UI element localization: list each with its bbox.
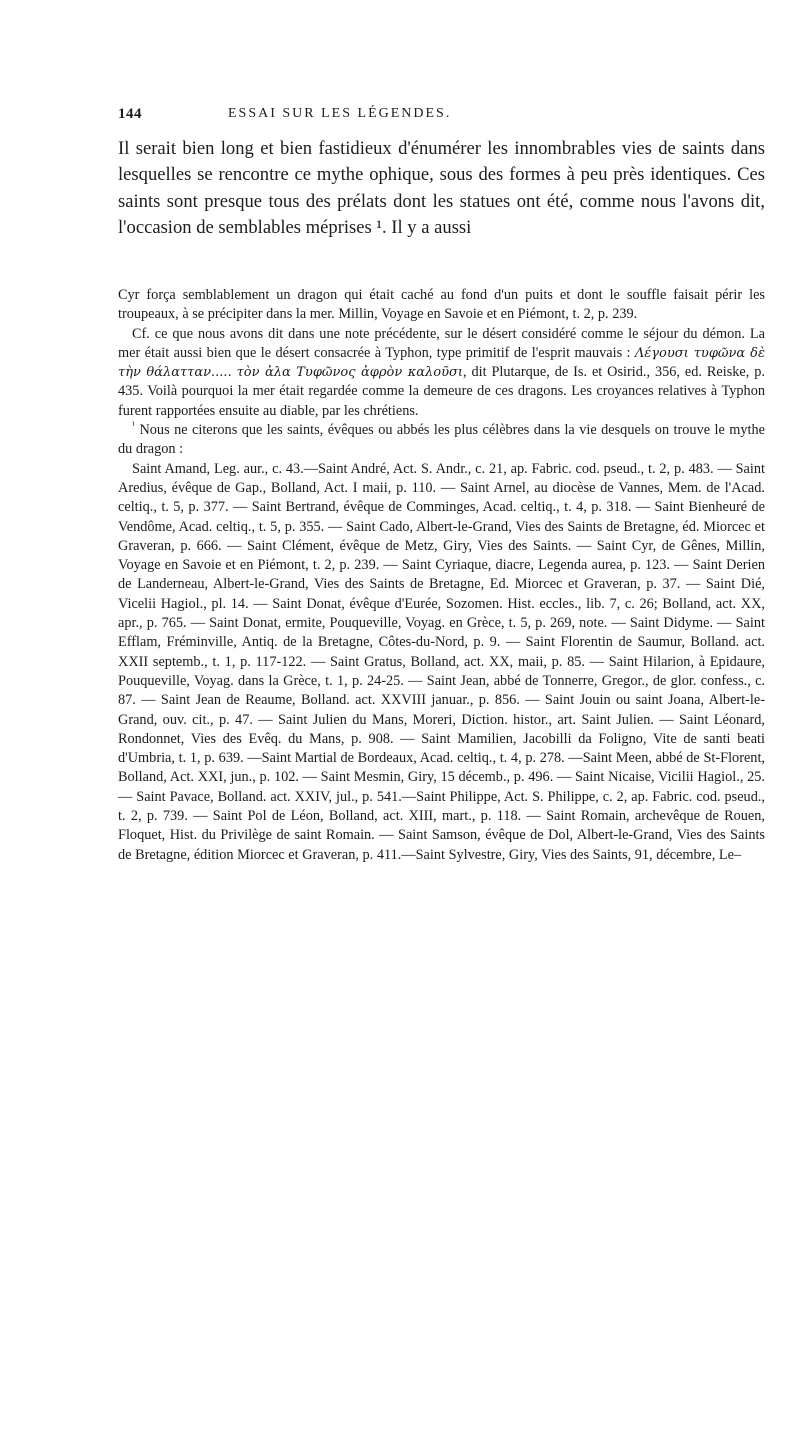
footnote-marker: ¹: [132, 420, 135, 432]
footnote-1: [118, 421, 765, 460]
note-cf: [118, 325, 765, 421]
footnote-intro: Nous ne citerons que les saints, évêques ou abbés les plus célèbres dans la vie desquels on trouve le mythe du dragon :: [118, 422, 765, 458]
running-title: ESSAI SUR LES LÉGENDES.: [228, 106, 452, 121]
note-cf-text-1: Cf. ce que nous avons dit dans une note précédente, sur le désert considéré comme le séjour du démon. La mer était aussi bien que le désert consacrée à Typhon, type primitif de l'esprit mauvais :: [118, 325, 765, 361]
greek-quotation-1: Λέγουσι τυφῶνα δὲ τὴν θάλατταν.....: [118, 345, 765, 381]
greek-quotation-2: τὸν ἀλα Τυφῶνος ἀφρὸν καλοῦσι: [236, 365, 463, 381]
running-head: [118, 106, 765, 126]
note-continuation: Cyr força semblablement un dragon qui était caché au fond d'un puits et dont le souffle faisait périr les troupeaux, à se précipiter dans la mer. Millin, Voyage en Savoie et en Piémont, t. 2, p. 239.: [118, 287, 765, 323]
page-number: 144: [118, 106, 142, 122]
note-cf-text-2: , dit Plutarque, de Is. et Osirid., 356, ed. Reiske, p. 435. Voilà pourquoi la mer était regardée comme la demeure de ces dragons. Les croyances relatives à Typhon furent rapportées ensuite au diable, par les chrétiens.: [118, 364, 765, 419]
footnote-saints-list: Saint Amand, Leg. aur., c. 43.—Saint André, Act. S. Andr., c. 21, ap. Fabric. cod. pseud., t. 2, p. 483. — Saint Aredius, évêque de Gap., Bolland, Act. I maii, p. 110. — Saint Arnel, au diocèse de Vannes, Mem. de l'Acad. celtiq., t. 5, p. 377. — Saint Bertrand, évêque de Comminges, Acad. celtiq., t. 4, p. 318. — Saint Bienheuré de Vendôme, Acad. celtiq., t. 5, p. 355. — Saint Cado, Albert-le-Grand, Vies des Saints de Bretagne, éd. Miorcec et Graveran, p. 666. — Saint Clément, évêque de Metz, Giry, Vies des Saints. — Saint Cyr, de Gênes, Millin, Voyage en Savoie et en Piémont, t. 2, p. 239. — Saint Cyriaque, diacre, Legenda aurea, p. 123. — Saint Derien de Landerneau, Albert-le-Grand, Vies des Saints de Bretagne, Ed. Miorcec et Graveran, p. 37. — Saint Dié, Vicelii Hagiol., pl. 14. — Saint Donat, évêque d'Eurée, Sozomen. Hist. eccles., lib. 7, c. 26; Bolland, act. XX, apr., p. 765. — Saint Donat, ermite, Pouqueville, Voyag. en Grèce, t. 5, p. 269, note. — Saint Didyme. — Saint Efflam, Fréminville, Antiq. de la Bretagne, Côtes-du-Nord, p. 9. — Saint Florentin de Saumur, Bolland. act. XXII septemb., t. 1, p. 117-122. — Saint Gratus, Bolland, act. XX, maii, p. 85. — Saint Hilarion, à Epidaure, Pouqueville, Voyag. dans la Grèce, t. 1, p. 24-25. — Saint Jean, abbé de Tonnerre, Gregor., de glor. confess., c. 87. — Saint Jean de Reaume, Bolland. act. XXVIII januar., p. 856. — Saint Jouin ou saint Joana, Albert-le-Grand, ouv. cit., p. 47. — Saint Julien du Mans, Moreri, Diction. histor., art. Saint Julien. — Saint Léonard, Rondonnet, Vies des Evêq. du Mans, p. 908. — Saint Mamilien, Jacobilli da Foligno, Vite de santi beati d'Umbria, t. 1, p. 639. —Saint Martial de Bordeaux, Acad. celtiq., t. 4, p. 278. —Saint Meen, abbé de St-Florent, Bolland, Act. XXI, jun., p. 102. — Saint Mesmin, Giry, 15 décemb., p. 496. — Saint Nicaise, Vicilii Hagiol., 25. — Saint Pavace, Bolland. act. XXIV, jul., p. 541.—Saint Philippe, Act. S. Philippe, c. 2, ap. Fabric. cod. pseud., t. 2, p. 739. — Saint Pol de Léon, Bolland, act. XIII, mart., p. 118. — Saint Romain, archevêque de Rouen, Floquet, Hist. du Privilège de saint Romain. — Saint Samson, évêque de Dol, Albert-le-Grand, Vies des Saints de Bretagne, édition Miorcec et Graveran, p. 411.—Saint Sylvestre, Giry, Vies des Saints, 91, décembre, Le–: [118, 460, 765, 863]
main-paragraph: Il serait bien long et bien fastidieux d'énumérer les innombrables vies de saints dans lesquelles se rencontre ce mythe ophique, sous des formes à peu près identiques. Ces saints sont presque tous des prélats dont les statues ont été, comme nous l'avons dit, l'occasion de semblables méprises ¹. Il y a aussi: [118, 138, 765, 239]
footnotes-block: [118, 286, 765, 865]
